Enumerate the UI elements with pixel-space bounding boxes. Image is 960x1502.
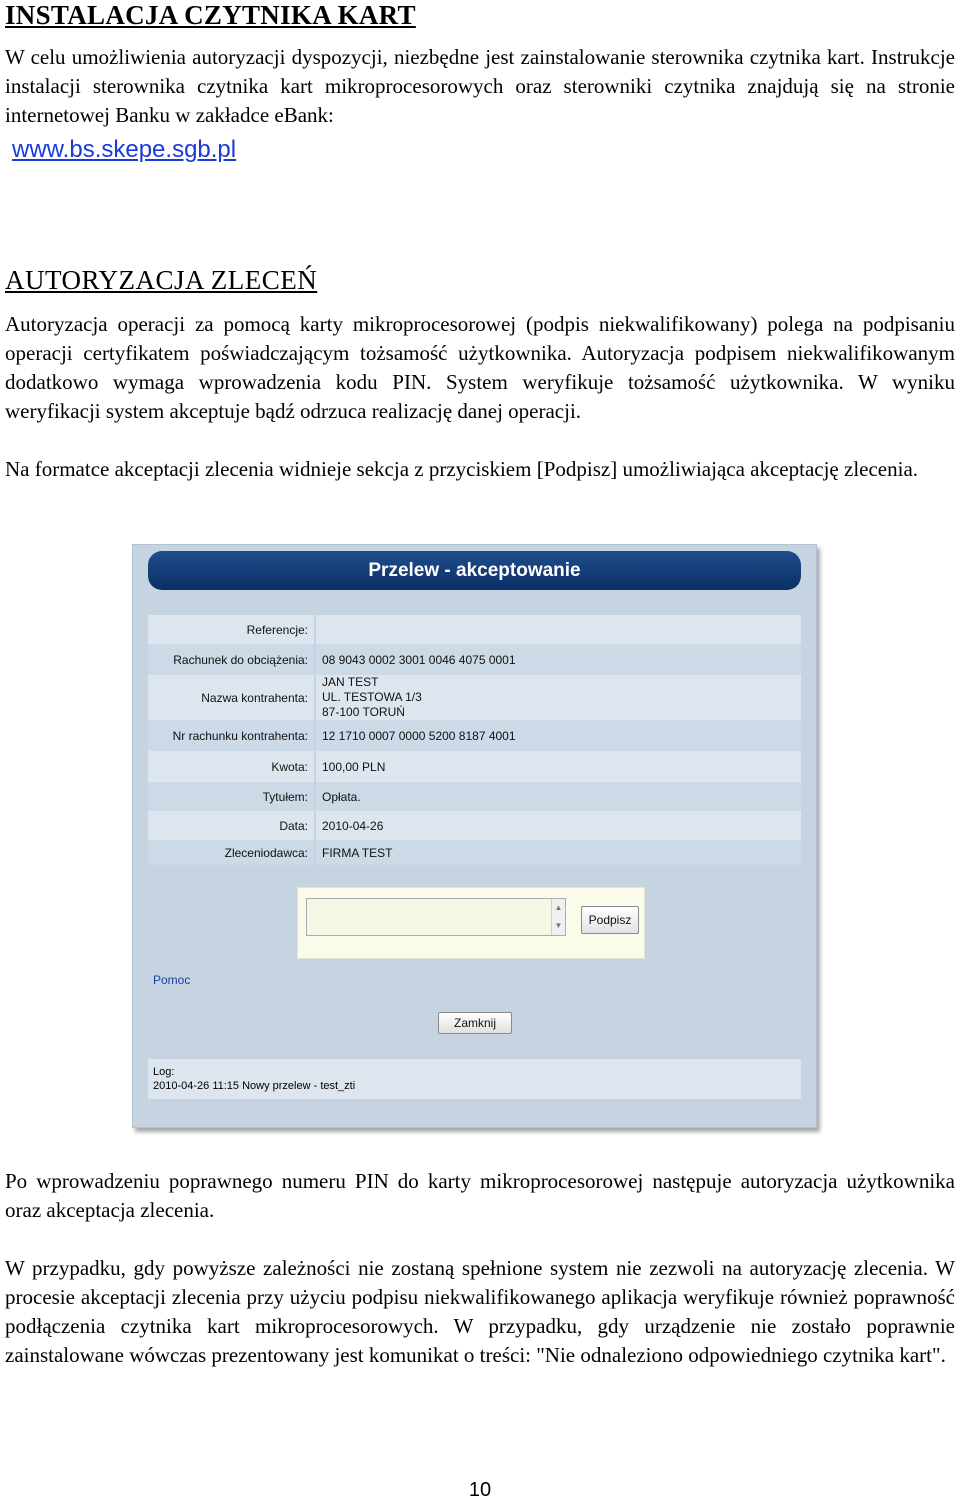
table-row <box>148 840 801 865</box>
card-reader-paragraph: W celu umożliwienia autoryzacji dyspozycji, niezbędne jest zainstalowanie sterownika czytnika kart. Instrukcje instalacji sterownika czytnika kart mikroprocesorowych oraz sterowniki czytnika znajdują się na stronie internetowej Banku w zakładce eBank: <box>5 45 955 127</box>
contractor-account-value: 12 1710 0007 0000 5200 8187 4001 <box>315 720 801 751</box>
textarea-scrollbar[interactable] <box>551 899 565 935</box>
sign-button[interactable]: Podpisz <box>581 906 639 934</box>
signature-textarea[interactable] <box>306 898 566 936</box>
log-entry: 2010-04-26 11:15 Nowy przelew - test_zti <box>153 1080 356 1092</box>
transfer-details-table <box>148 615 801 865</box>
screenshot-title: Przelew - akceptowanie <box>148 551 801 590</box>
scroll-down-icon[interactable]: ▼ <box>554 921 563 930</box>
log-label: Log: <box>153 1066 175 1078</box>
references-value <box>315 615 801 644</box>
log-panel <box>148 1059 801 1099</box>
bank-website-link[interactable]: www.bs.skepe.sgb.pl <box>12 136 237 163</box>
table-row <box>148 720 801 751</box>
table-row <box>148 751 801 782</box>
contractor-account-label: Nr rachunku kontrahenta: <box>148 720 315 751</box>
reader-error-paragraph: W przypadku, gdy powyższe zależności nie zostaną spełnione system nie zezwoli na autoryzację zlecenia. W procesie akceptacji zlecenia przy użyciu podpisu niekwalifikowanego aplikacja weryfikuje również poprawność podłączenia czytnika kart mikroprocesorowych. W przypadku, gdy urządzenie nie zostało poprawnie zainstalowane wówczas prezentowany jest komunikat o treści: "Nie odnaleziono odpowiedniego czytnika kart". <box>5 1256 955 1367</box>
date-label: Data: <box>148 811 315 840</box>
contractor-name-label: Nazwa kontrahenta: <box>148 675 315 720</box>
contractor-name-value <box>315 675 801 720</box>
scroll-up-icon[interactable]: ▲ <box>554 903 563 912</box>
ordering-party-value: FIRMA TEST <box>315 840 801 865</box>
page-number: 10 <box>468 1479 492 1501</box>
debit-account-label: Rachunek do obciążenia: <box>148 644 315 675</box>
contractor-name-line: JAN TEST <box>322 675 379 689</box>
pin-paragraph: Po wprowadzeniu poprawnego numeru PIN do karty mikroprocesorowej następuje autoryzacja użytkownika oraz akceptacja zlecenia. <box>5 1169 955 1222</box>
title-value: Opłata. <box>315 782 801 811</box>
section-heading-authorization: AUTORYZACJA ZLECEŃ <box>5 265 318 295</box>
help-link[interactable]: Pomoc <box>153 973 191 987</box>
contractor-address-line: UL. TESTOWA 1/3 <box>322 690 422 704</box>
debit-account-value: 08 9043 0002 3001 0046 4075 0001 <box>315 644 801 675</box>
table-row <box>148 811 801 840</box>
signature-section <box>297 887 645 959</box>
close-button[interactable]: Zamknij <box>438 1012 512 1034</box>
table-row <box>148 615 801 644</box>
table-row <box>148 644 801 675</box>
transfer-accept-screenshot <box>132 544 817 1128</box>
title-label: Tytułem: <box>148 782 315 811</box>
sign-button-paragraph: Na formatce akceptacji zlecenia widnieje sekcja z przyciskiem [Podpisz] umożliwiająca akceptację zlecenia. <box>5 457 919 481</box>
table-row <box>148 675 801 720</box>
date-value: 2010-04-26 <box>315 811 801 840</box>
ordering-party-label: Zleceniodawca: <box>148 840 315 865</box>
amount-value: 100,00 PLN <box>315 751 801 782</box>
authorization-paragraph: Autoryzacja operacji za pomocą karty mikroprocesorowej (podpis niekwalifikowany) polega na podpisaniu operacji certyfikatem poświadczającym tożsamość użytkownika. Autoryzacja podpisem niekwalifikowanym dodatkowo wymaga wprowadzenia kodu PIN. System weryfikuje tożsamość użytkownika. W wyniku weryfikacji system akceptuje bądź odrzuca realizację danej operacji. <box>5 312 955 423</box>
table-row <box>148 782 801 811</box>
amount-label: Kwota: <box>148 751 315 782</box>
section-heading-card-reader: INSTALACJA CZYTNIKA KART <box>5 0 416 30</box>
references-label: Referencje: <box>148 615 315 644</box>
contractor-city-line: 87-100 TORUŃ <box>322 705 405 719</box>
